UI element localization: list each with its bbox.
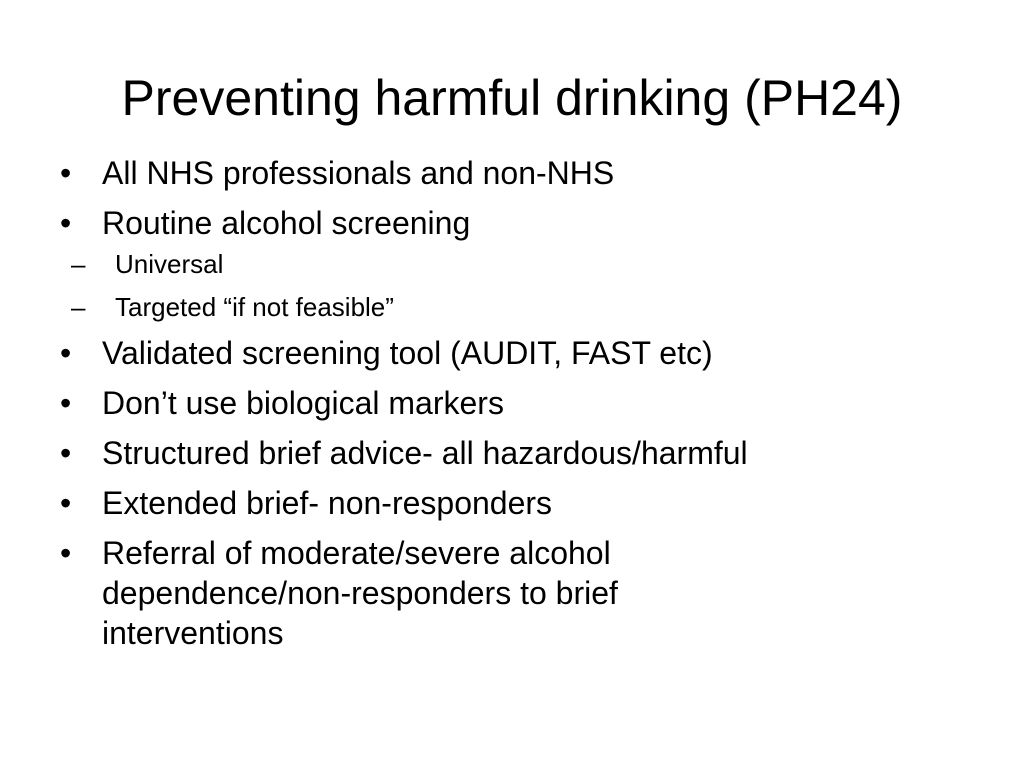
bullet-icon: • bbox=[60, 205, 72, 241]
list-item-text: Validated screening tool (AUDIT, FAST etc) bbox=[102, 335, 713, 371]
sublist-item bbox=[71, 290, 958, 324]
list-item-text: Referral of moderate/severe alcohol dependence/non-responders to brief interventions bbox=[102, 535, 618, 651]
list-item bbox=[58, 383, 958, 423]
sublist-item-text: Universal bbox=[115, 249, 224, 279]
bullet-icon: • bbox=[60, 535, 72, 571]
list-item-text: All NHS professionals and non-NHS bbox=[102, 155, 615, 191]
list-item-text: Extended brief- non-responders bbox=[102, 485, 553, 521]
slide-title: Preventing harmful drinking (PH24) bbox=[121, 70, 903, 126]
list-item bbox=[58, 433, 958, 473]
list-item bbox=[58, 203, 958, 243]
sublist-item-text: Targeted “if not feasible” bbox=[115, 292, 394, 322]
sublist bbox=[58, 247, 958, 324]
bullet-list bbox=[58, 153, 958, 663]
dash-icon: – bbox=[71, 292, 86, 322]
list-item bbox=[58, 333, 958, 373]
list-item bbox=[58, 153, 958, 193]
sublist-container bbox=[58, 247, 958, 324]
dash-icon: – bbox=[71, 249, 86, 279]
list-item-text: Structured brief advice- all hazardous/harmful bbox=[102, 435, 748, 471]
list-item-text: Don’t use biological markers bbox=[102, 385, 504, 421]
bullet-icon: • bbox=[60, 385, 72, 421]
bullet-icon: • bbox=[60, 335, 72, 371]
list-item bbox=[58, 483, 958, 523]
bullet-icon: • bbox=[60, 485, 72, 521]
bullet-icon: • bbox=[60, 155, 72, 191]
list-item-text: Routine alcohol screening bbox=[102, 205, 471, 241]
bullet-icon: • bbox=[60, 435, 72, 471]
sublist-item bbox=[71, 247, 958, 281]
list-item bbox=[58, 533, 762, 653]
